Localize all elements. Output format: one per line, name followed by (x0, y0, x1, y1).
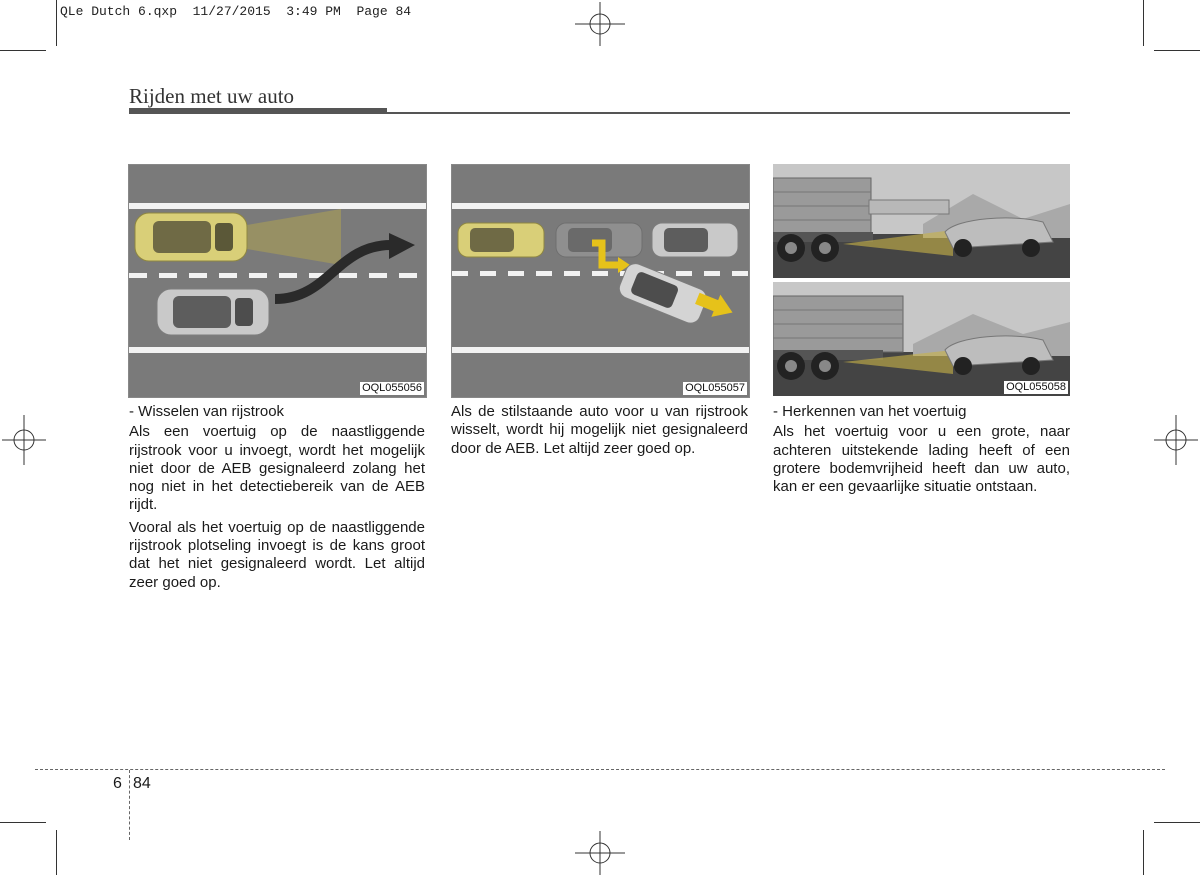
column-1-text (129, 403, 425, 596)
registration-mark-right (1154, 415, 1198, 465)
crop-mark (1143, 0, 1144, 46)
registration-mark-top (575, 2, 625, 46)
lane-change-illustration (129, 165, 426, 397)
page-number: 84 (133, 775, 151, 792)
figure-lane-change (128, 164, 427, 398)
figure-code: OQL055057 (685, 382, 745, 394)
footer-rule (35, 769, 1165, 770)
crop-mark (56, 0, 57, 46)
figure-code: OQL055058 (1006, 381, 1066, 393)
crop-mark (0, 822, 46, 823)
footer-divider (129, 770, 130, 840)
figure-code: OQL055056 (362, 382, 422, 394)
print-header: QLe Dutch 6.qxp 11/27/2015 3:49 PM Page 84 (60, 4, 412, 19)
column-3-text (773, 403, 1070, 500)
paragraph: Als het voertuig voor u een grote, naar achteren uitstekende lading heeft of een grotere bodemvrijheid heeft dan uw auto, kan er een gevaarlijke situatie ontstaan. (773, 423, 1070, 496)
crop-mark (1143, 830, 1144, 875)
crop-mark (1154, 822, 1200, 823)
subheading-lane-change: - Wisselen van rijstrook (129, 403, 285, 420)
registration-mark-left (2, 415, 46, 465)
section-title: Rijden met uw auto (129, 84, 295, 108)
paragraph: Als een voertuig op de naastliggende rijstrook voor u invoegt, wordt het mogelijk niet door de AEB gesignaleerd zolang het nog niet in het detectiebereik van de AEB rijdt. (129, 423, 425, 514)
crop-mark (0, 50, 46, 51)
column-2-text (451, 403, 748, 462)
paragraph: Als de stilstaande auto voor u van rijstrook wisselt, wordt hij mogelijk niet gesignaleerd door de AEB. Let altijd zeer goed op. (451, 403, 748, 457)
title-rule (129, 108, 387, 114)
subheading-vehicle-recognition: - Herkennen van het voertuig (773, 403, 967, 420)
registration-mark-bottom (575, 831, 625, 875)
figure-stationary-car (451, 164, 750, 398)
truck-illustration (773, 164, 1070, 396)
crop-mark (1154, 50, 1200, 51)
paragraph: Vooral als het voertuig op de naastliggende rijstrook plotseling invoegt is de kans groot dat het niet gesignaleerd wordt. Let altijd zeer goed op. (129, 518, 425, 591)
stationary-car-illustration (452, 165, 749, 397)
crop-mark (56, 830, 57, 875)
title-rule (387, 112, 1070, 114)
chapter-number: 6 (113, 775, 122, 792)
figure-truck-overhang (773, 164, 1070, 396)
